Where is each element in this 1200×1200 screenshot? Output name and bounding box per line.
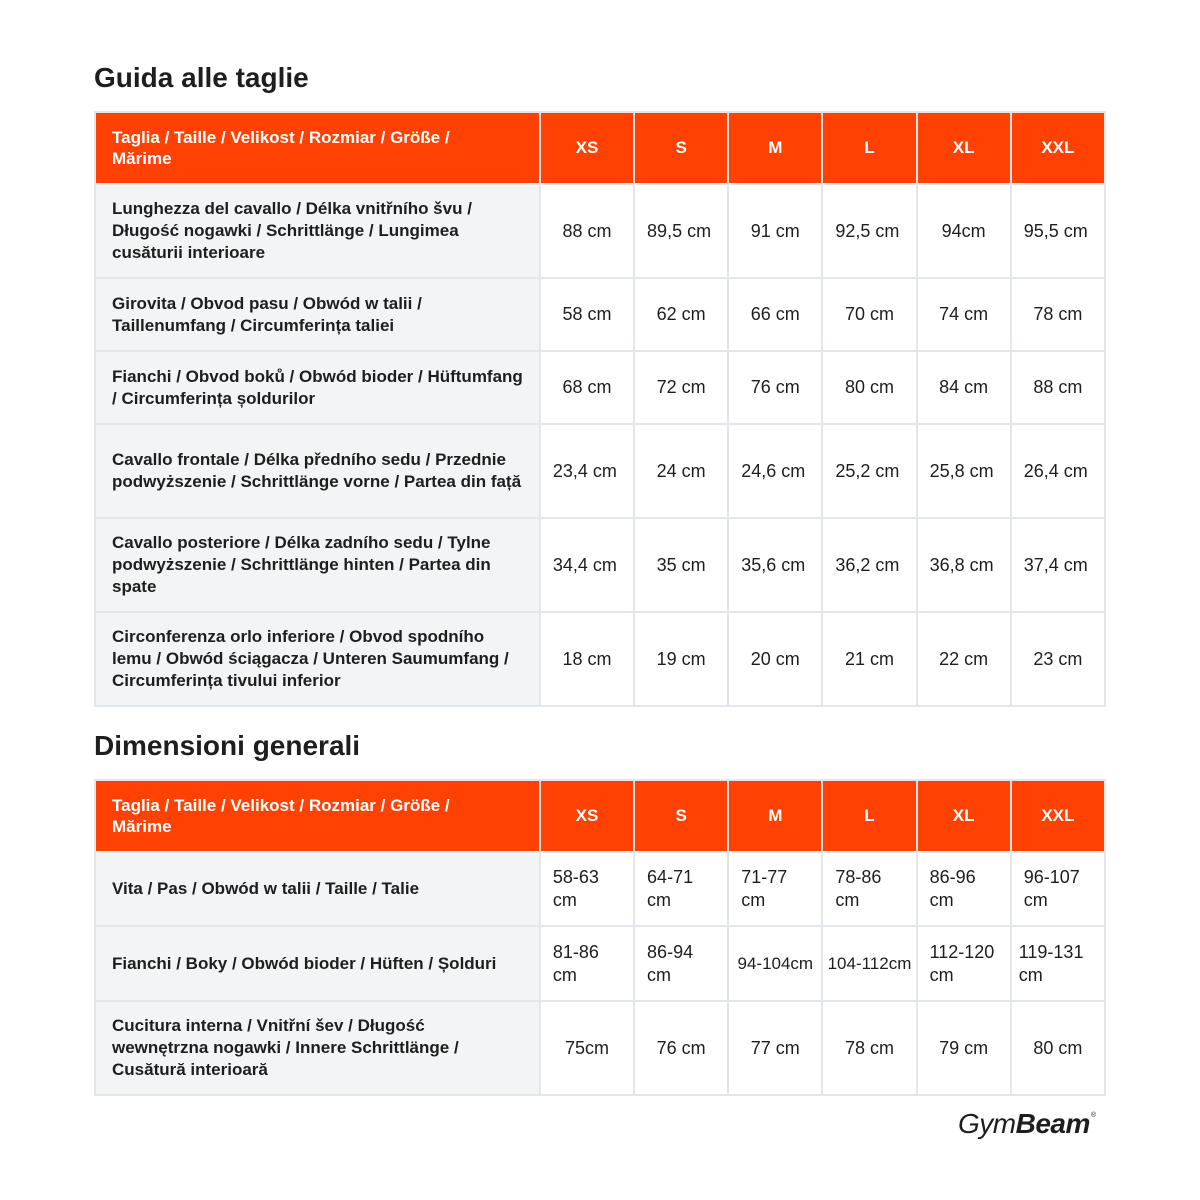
- cell-value: 94-104cm: [728, 926, 822, 1001]
- registered-mark: ®: [1090, 1112, 1097, 1119]
- cell-value: 80 cm: [822, 351, 916, 424]
- cell-value: 34,4 cm: [540, 518, 634, 612]
- row-label: Vita / Pas / Obwód w talii / Taille / Talie: [95, 852, 540, 926]
- cell-value: 92,5 cm: [822, 184, 916, 278]
- cell-value: 19 cm: [634, 612, 728, 706]
- cell-value: 78 cm: [822, 1001, 916, 1095]
- table-row: [95, 518, 1105, 612]
- cell-value: 78-86 cm: [822, 852, 916, 926]
- header-size-xs: XS: [540, 112, 634, 184]
- header-size-m: M: [728, 112, 822, 184]
- table-header-row: [95, 112, 1105, 184]
- cell-value: 91 cm: [728, 184, 822, 278]
- cell-value: 79 cm: [917, 1001, 1011, 1095]
- size-guide-table: [94, 111, 1106, 707]
- header-size-m: M: [728, 780, 822, 852]
- cell-value: 25,2 cm: [822, 424, 916, 518]
- cell-value: 104-112cm: [822, 926, 916, 1001]
- cell-value: 25,8 cm: [917, 424, 1011, 518]
- table-row: [95, 926, 1105, 1001]
- cell-value: 24 cm: [634, 424, 728, 518]
- cell-value: 68 cm: [540, 351, 634, 424]
- cell-value: 70 cm: [822, 278, 916, 351]
- table-row: [95, 612, 1105, 706]
- cell-value: 36,8 cm: [917, 518, 1011, 612]
- logo-text-beam: Beam: [1015, 1108, 1090, 1139]
- table-header-row: [95, 780, 1105, 852]
- cell-value: 95,5 cm: [1011, 184, 1105, 278]
- cell-value: 23,4 cm: [540, 424, 634, 518]
- header-size-s: S: [634, 780, 728, 852]
- cell-value: 74 cm: [917, 278, 1011, 351]
- cell-value: 94cm: [917, 184, 1011, 278]
- cell-value: 76 cm: [728, 351, 822, 424]
- cell-value: 81-86 cm: [540, 926, 634, 1001]
- header-size-label: Taglia / Taille / Velikost / Rozmiar / Größe / Mărime: [95, 780, 540, 852]
- header-size-xxl: XXL: [1011, 112, 1105, 184]
- logo-text-gym: Gym: [958, 1108, 1016, 1139]
- cell-value: 76 cm: [634, 1001, 728, 1095]
- cell-value: 37,4 cm: [1011, 518, 1105, 612]
- table-row: [95, 278, 1105, 351]
- cell-value: 58-63 cm: [540, 852, 634, 926]
- cell-value: 75cm: [540, 1001, 634, 1095]
- row-label: Fianchi / Obvod boků / Obwód bioder / Hüftumfang / Circumferința șoldurilor: [95, 351, 540, 424]
- cell-value: 66 cm: [728, 278, 822, 351]
- cell-value: 72 cm: [634, 351, 728, 424]
- cell-value: 23 cm: [1011, 612, 1105, 706]
- general-dimensions-table: [94, 779, 1106, 1096]
- table-row: [95, 424, 1105, 518]
- row-label: Cavallo posteriore / Délka zadního sedu / Tylne podwyższenie / Schrittlänge hinten / Partea din spate: [95, 518, 540, 612]
- header-size-l: L: [822, 780, 916, 852]
- header-size-xxl: XXL: [1011, 780, 1105, 852]
- cell-value: 77 cm: [728, 1001, 822, 1095]
- table-row: [95, 1001, 1105, 1095]
- table-row: [95, 852, 1105, 926]
- row-label: Fianchi / Boky / Obwód bioder / Hüften / Șolduri: [95, 926, 540, 1001]
- header-size-l: L: [822, 112, 916, 184]
- row-label: Cavallo frontale / Délka předního sedu / Przednie podwyższenie / Schrittlänge vorne / Partea din față: [95, 424, 540, 518]
- cell-value: 22 cm: [917, 612, 1011, 706]
- cell-value: 96-107 cm: [1011, 852, 1105, 926]
- cell-value: 80 cm: [1011, 1001, 1105, 1095]
- cell-value: 18 cm: [540, 612, 634, 706]
- header-size-xl: XL: [917, 780, 1011, 852]
- cell-value: 26,4 cm: [1011, 424, 1105, 518]
- table-row: [95, 184, 1105, 278]
- header-size-xl: XL: [917, 112, 1011, 184]
- header-size-xs: XS: [540, 780, 634, 852]
- cell-value: 86-96 cm: [917, 852, 1011, 926]
- cell-value: 71-77 cm: [728, 852, 822, 926]
- cell-value: 88 cm: [540, 184, 634, 278]
- row-label: Circonferenza orlo inferiore / Obvod spodního lemu / Obwód ściągacza / Unteren Saumumfang / Circumferința tivului inferior: [95, 612, 540, 706]
- cell-value: 78 cm: [1011, 278, 1105, 351]
- header-size-label: Taglia / Taille / Velikost / Rozmiar / Größe / Mărime: [95, 112, 540, 184]
- cell-value: 119-131 cm: [1011, 926, 1105, 1001]
- cell-value: 35 cm: [634, 518, 728, 612]
- cell-value: 86-94 cm: [634, 926, 728, 1001]
- cell-value: 24,6 cm: [728, 424, 822, 518]
- cell-value: 89,5 cm: [634, 184, 728, 278]
- table-row: [95, 351, 1105, 424]
- cell-value: 84 cm: [917, 351, 1011, 424]
- cell-value: 58 cm: [540, 278, 634, 351]
- general-dimensions-title: Dimensioni generali: [94, 730, 361, 761]
- cell-value: 62 cm: [634, 278, 728, 351]
- row-label: Girovita / Obvod pasu / Obwód w talii / Taillenumfang / Circumferința taliei: [95, 278, 540, 351]
- cell-value: 112-120 cm: [917, 926, 1011, 1001]
- row-label: Lunghezza del cavallo / Délka vnitřního švu / Długość nogawki / Schrittlänge / Lungimea cusăturii interioare: [95, 184, 540, 278]
- cell-value: 36,2 cm: [822, 518, 916, 612]
- cell-value: 21 cm: [822, 612, 916, 706]
- cell-value: 20 cm: [728, 612, 822, 706]
- gymbeam-logo: [958, 1108, 1108, 1148]
- size-guide-title: Guida alle taglie: [94, 62, 309, 93]
- cell-value: 35,6 cm: [728, 518, 822, 612]
- row-label: Cucitura interna / Vnitřní šev / Długość wewnętrzna nogawki / Innere Schrittlänge / Cusătură interioară: [95, 1001, 540, 1095]
- header-size-s: S: [634, 112, 728, 184]
- cell-value: 64-71 cm: [634, 852, 728, 926]
- cell-value: 88 cm: [1011, 351, 1105, 424]
